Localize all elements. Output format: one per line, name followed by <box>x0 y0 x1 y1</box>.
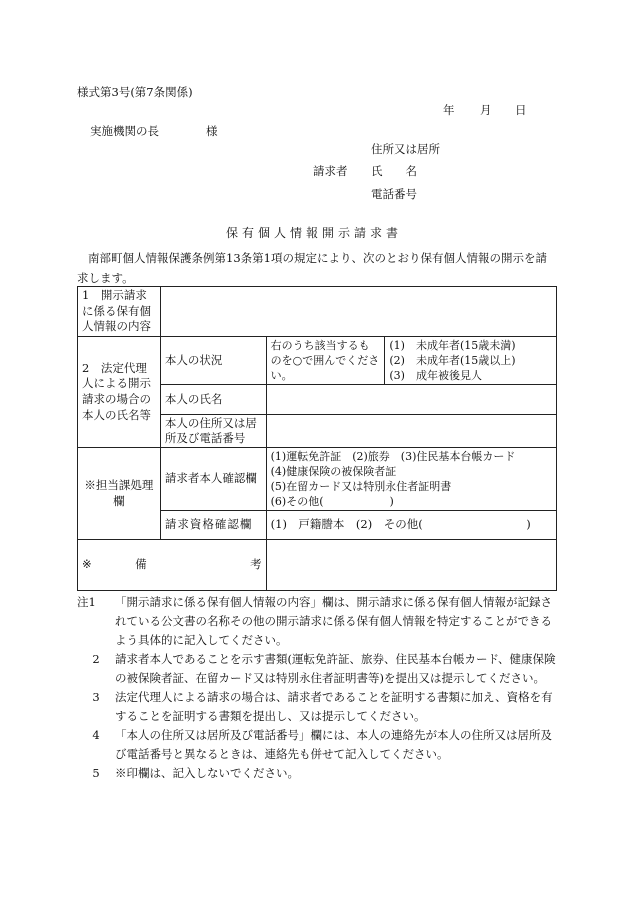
office-processing-label: ※担当課処理欄 <box>78 448 161 540</box>
status-options <box>385 337 557 385</box>
identity-options <box>266 448 556 511</box>
identity-option[interactable]: (6)その他( ) <box>270 495 394 508</box>
note-text: 請求者本人であることを示す書類(運転免許証、旅券、住民基本台帳カード、健康保険の被保険者証、在留カード又は特別永住者証明書等)を提出又は提示してください。 <box>115 652 556 685</box>
qualification-options[interactable]: (1) 戸籍謄本 (2) その他( ) <box>266 511 556 540</box>
remarks-field[interactable] <box>266 540 556 591</box>
principal-name-field[interactable] <box>266 385 556 415</box>
request-table <box>77 286 557 591</box>
note-item <box>77 593 557 650</box>
intro-paragraph: 南部町個人情報保護条例第13条第1項の規定により、次のとおり保有個人情報の開示を請求します。 <box>77 251 547 285</box>
identity-option[interactable]: (4)健康保険の被保険者証 <box>270 465 397 478</box>
identity-check-label: 請求者本人確認欄 <box>160 448 266 511</box>
note-text: 「本人の住所又は居所及び電話番号」欄には、本人の連絡先が本人の住所又は居所及び電話番号と異なるときは、連絡先も併せて記入してください。 <box>115 728 552 761</box>
form-number: 様式第3号(第7条関係) <box>77 85 193 99</box>
note-item <box>77 726 557 764</box>
note-number: 2 <box>92 652 100 666</box>
remarks-label-bi: 備 <box>135 557 147 572</box>
note-text: ※印欄は、記入しないでください。 <box>115 766 299 780</box>
remarks-label-ko: 考 <box>250 557 262 572</box>
qualification-check-label: 請求資格確認欄 <box>160 511 266 540</box>
note-number: 3 <box>92 690 100 704</box>
note-text: 「開示請求に係る保有個人情報の内容」欄は、開示請求に係る保有個人情報が記録されている公文書の名称その他の開示請求に係る保有個人情報を特定することができるよう具体的に記入してください。 <box>115 595 552 647</box>
recipient-label: 実施機関の長 <box>90 124 159 138</box>
note-number: 注1 <box>77 595 96 609</box>
requester-label: 請求者 <box>313 164 348 178</box>
date-year-label: 年 <box>443 103 455 117</box>
note-item <box>77 650 557 688</box>
document-title: 保有個人情報開示請求書 <box>226 226 403 240</box>
remarks-label-cell <box>78 540 267 591</box>
status-instruction: 右のうち該当するものを○で囲んでください。 <box>266 337 385 385</box>
identity-option[interactable]: (5)在留カード又は特別永住者証明書 <box>270 480 452 493</box>
honorific-label: 様 <box>206 124 218 138</box>
note-item <box>77 688 557 726</box>
principal-status-label: 本人の状況 <box>160 337 266 385</box>
phone-label: 電話番号 <box>371 187 417 201</box>
date-day-label: 日 <box>515 103 527 117</box>
status-option[interactable]: (3) 成年被後見人 <box>389 369 482 382</box>
principal-address-label: 本人の住所又は居所及び電話番号 <box>160 415 266 448</box>
identity-option[interactable]: (1)運転免許証 (2)旅券 (3)住民基本台帳カード <box>270 450 516 463</box>
status-option[interactable]: (1) 未成年者(15歳未満) <box>389 339 516 352</box>
note-number: 5 <box>92 766 100 780</box>
info-content-label: 1 開示請求に係る保有個人情報の内容 <box>78 287 161 337</box>
name-label: 氏 名 <box>371 164 417 178</box>
remarks-mark: ※ <box>82 557 92 572</box>
note-text: 法定代理人による請求の場合は、請求者であることを証明する書類に加え、資格を有することを証明する書類を提出し、又は提示してください。 <box>115 690 553 723</box>
principal-address-field[interactable] <box>266 415 556 448</box>
principal-name-label: 本人の氏名 <box>160 385 266 415</box>
note-item <box>77 764 557 783</box>
agent-request-label: 2 法定代理人による開示請求の場合の本人の氏名等 <box>78 337 161 448</box>
notes-section <box>77 593 557 783</box>
note-number: 4 <box>92 728 100 742</box>
date-month-label: 月 <box>480 103 492 117</box>
status-option[interactable]: (2) 未成年者(15歳以上) <box>389 354 516 367</box>
address-label: 住所又は居所 <box>371 142 440 156</box>
info-content-field[interactable] <box>160 287 556 337</box>
